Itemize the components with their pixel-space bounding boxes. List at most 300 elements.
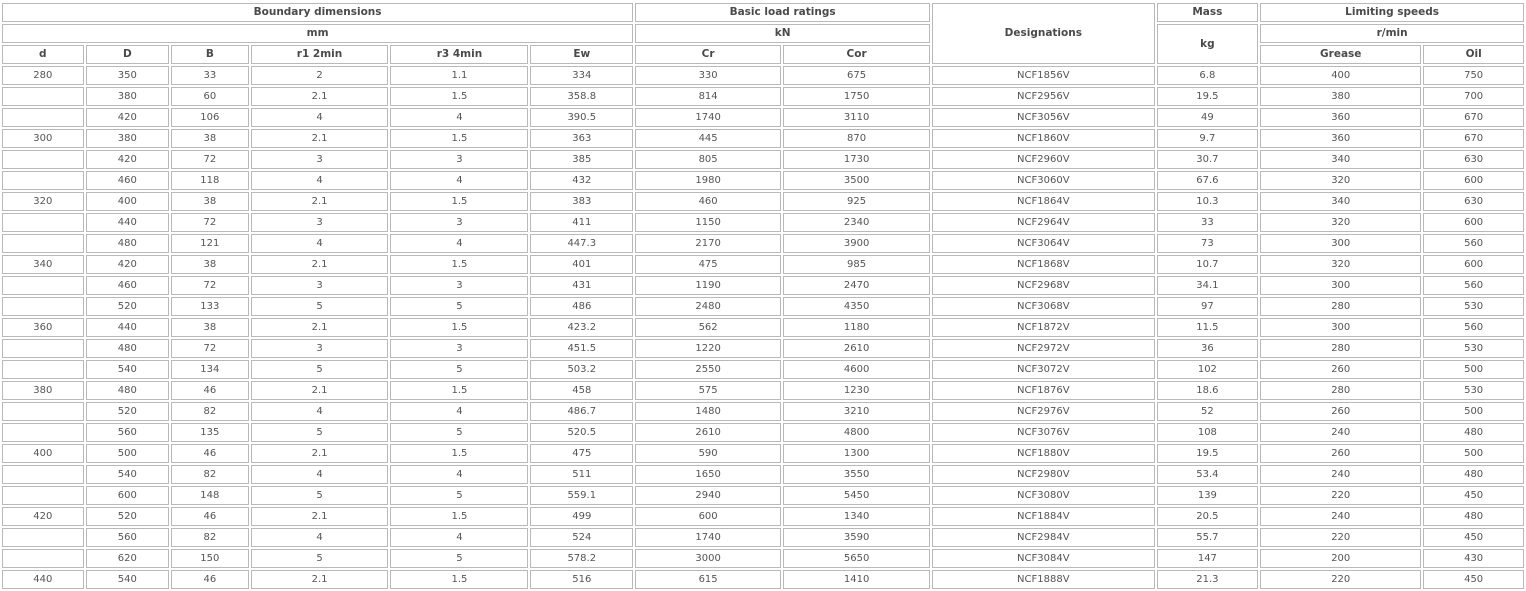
cell-d: 380 — [2, 381, 84, 400]
table-row — [2, 150, 1524, 169]
cell-Cor: 5450 — [783, 486, 930, 505]
table-row — [2, 192, 1524, 211]
cell-d — [2, 87, 84, 106]
cell-mass: 55.7 — [1157, 528, 1259, 547]
cell-Ew: 334 — [530, 66, 633, 85]
cell-d — [2, 108, 84, 127]
cell-oil: 500 — [1423, 444, 1524, 463]
cell-designation: NCF2960V — [932, 150, 1154, 169]
cell-Cr: 2550 — [635, 360, 781, 379]
col-Cr: Cr — [635, 45, 781, 64]
header-boundary-dimensions: Boundary dimensions — [2, 3, 633, 22]
cell-grease: 360 — [1260, 108, 1421, 127]
cell-mass: 30.7 — [1157, 150, 1259, 169]
cell-r1-2min: 3 — [251, 213, 389, 232]
cell-Cor: 1180 — [783, 318, 930, 337]
cell-Cr: 1980 — [635, 171, 781, 190]
cell-D: 400 — [86, 192, 170, 211]
cell-B: 60 — [171, 87, 249, 106]
cell-Ew: 503.2 — [530, 360, 633, 379]
cell-Ew: 451.5 — [530, 339, 633, 358]
cell-Cr: 2940 — [635, 486, 781, 505]
cell-Cr: 460 — [635, 192, 781, 211]
cell-Ew: 385 — [530, 150, 633, 169]
cell-r1-2min: 2.1 — [251, 570, 389, 589]
cell-grease: 280 — [1260, 381, 1421, 400]
table-row — [2, 465, 1524, 484]
cell-oil: 530 — [1423, 297, 1524, 316]
table-row — [2, 381, 1524, 400]
cell-B: 135 — [171, 423, 249, 442]
cell-r3-4min: 1.5 — [390, 255, 528, 274]
cell-d — [2, 171, 84, 190]
cell-Cor: 3550 — [783, 465, 930, 484]
cell-D: 350 — [86, 66, 170, 85]
cell-B: 148 — [171, 486, 249, 505]
cell-r3-4min: 4 — [390, 465, 528, 484]
cell-D: 420 — [86, 255, 170, 274]
table-header — [2, 3, 1524, 64]
cell-oil: 480 — [1423, 465, 1524, 484]
table-row — [2, 402, 1524, 421]
cell-designation: NCF2984V — [932, 528, 1154, 547]
header-limiting-speeds: Limiting speeds — [1260, 3, 1524, 22]
cell-r1-2min: 2.1 — [251, 381, 389, 400]
cell-mass: 139 — [1157, 486, 1259, 505]
cell-mass: 52 — [1157, 402, 1259, 421]
cell-B: 106 — [171, 108, 249, 127]
cell-Cr: 2170 — [635, 234, 781, 253]
cell-mass: 34.1 — [1157, 276, 1259, 295]
cell-Cr: 562 — [635, 318, 781, 337]
cell-Cr: 330 — [635, 66, 781, 85]
cell-r3-4min: 1.5 — [390, 570, 528, 589]
cell-oil: 750 — [1423, 66, 1524, 85]
cell-Cor: 5650 — [783, 549, 930, 568]
col-grease: Grease — [1260, 45, 1421, 64]
cell-Cor: 4350 — [783, 297, 930, 316]
cell-designation: NCF2964V — [932, 213, 1154, 232]
cell-Cr: 2610 — [635, 423, 781, 442]
cell-B: 121 — [171, 234, 249, 253]
cell-D: 620 — [86, 549, 170, 568]
cell-d — [2, 213, 84, 232]
cell-grease: 240 — [1260, 423, 1421, 442]
cell-r3-4min: 1.5 — [390, 87, 528, 106]
header-column-row — [2, 45, 1524, 64]
cell-D: 440 — [86, 213, 170, 232]
col-Ew: Ew — [530, 45, 633, 64]
cell-mass: 11.5 — [1157, 318, 1259, 337]
cell-Ew: 486.7 — [530, 402, 633, 421]
cell-r3-4min: 1.1 — [390, 66, 528, 85]
cell-designation: NCF2976V — [932, 402, 1154, 421]
cell-r3-4min: 4 — [390, 402, 528, 421]
cell-designation: NCF1888V — [932, 570, 1154, 589]
cell-Cor: 2340 — [783, 213, 930, 232]
cell-Ew: 520.5 — [530, 423, 633, 442]
cell-grease: 280 — [1260, 297, 1421, 316]
cell-grease: 360 — [1260, 129, 1421, 148]
table-row — [2, 339, 1524, 358]
cell-Cr: 814 — [635, 87, 781, 106]
cell-r3-4min: 5 — [390, 297, 528, 316]
cell-Ew: 559.1 — [530, 486, 633, 505]
cell-Ew: 383 — [530, 192, 633, 211]
cell-Ew: 486 — [530, 297, 633, 316]
cell-mass: 49 — [1157, 108, 1259, 127]
cell-B: 150 — [171, 549, 249, 568]
unit-kn: kN — [635, 24, 930, 43]
cell-D: 520 — [86, 297, 170, 316]
cell-mass: 108 — [1157, 423, 1259, 442]
cell-oil: 600 — [1423, 255, 1524, 274]
cell-grease: 300 — [1260, 318, 1421, 337]
cell-oil: 480 — [1423, 423, 1524, 442]
cell-grease: 320 — [1260, 213, 1421, 232]
table-body — [2, 66, 1524, 589]
cell-Cr: 615 — [635, 570, 781, 589]
cell-oil: 630 — [1423, 192, 1524, 211]
cell-Cor: 870 — [783, 129, 930, 148]
cell-oil: 530 — [1423, 381, 1524, 400]
col-D: D — [86, 45, 170, 64]
cell-grease: 260 — [1260, 360, 1421, 379]
table-row — [2, 360, 1524, 379]
cell-designation: NCF3060V — [932, 171, 1154, 190]
cell-r1-2min: 4 — [251, 108, 389, 127]
cell-oil: 500 — [1423, 360, 1524, 379]
table-row — [2, 570, 1524, 589]
cell-d — [2, 360, 84, 379]
cell-r1-2min: 3 — [251, 150, 389, 169]
cell-Cor: 925 — [783, 192, 930, 211]
cell-oil: 450 — [1423, 528, 1524, 547]
table-row — [2, 87, 1524, 106]
cell-B: 72 — [171, 213, 249, 232]
cell-B: 46 — [171, 381, 249, 400]
cell-D: 540 — [86, 360, 170, 379]
cell-r3-4min: 1.5 — [390, 444, 528, 463]
cell-r3-4min: 4 — [390, 108, 528, 127]
cell-r1-2min: 4 — [251, 528, 389, 547]
cell-mass: 67.6 — [1157, 171, 1259, 190]
cell-d: 340 — [2, 255, 84, 274]
cell-r1-2min: 2.1 — [251, 129, 389, 148]
cell-r3-4min: 3 — [390, 213, 528, 232]
cell-D: 480 — [86, 339, 170, 358]
col-B: B — [171, 45, 249, 64]
cell-Cor: 1340 — [783, 507, 930, 526]
cell-Cr: 805 — [635, 150, 781, 169]
cell-d: 360 — [2, 318, 84, 337]
cell-mass: 10.7 — [1157, 255, 1259, 274]
cell-grease: 300 — [1260, 234, 1421, 253]
table-row — [2, 444, 1524, 463]
cell-designation: NCF1872V — [932, 318, 1154, 337]
cell-designation: NCF3056V — [932, 108, 1154, 127]
cell-D: 440 — [86, 318, 170, 337]
cell-Cr: 1740 — [635, 108, 781, 127]
cell-B: 46 — [171, 444, 249, 463]
cell-d — [2, 423, 84, 442]
cell-grease: 260 — [1260, 402, 1421, 421]
cell-Ew: 411 — [530, 213, 633, 232]
cell-B: 134 — [171, 360, 249, 379]
cell-Cr: 445 — [635, 129, 781, 148]
table-row — [2, 423, 1524, 442]
cell-r3-4min: 1.5 — [390, 381, 528, 400]
cell-oil: 670 — [1423, 129, 1524, 148]
cell-Cor: 675 — [783, 66, 930, 85]
cell-B: 72 — [171, 150, 249, 169]
cell-Ew: 363 — [530, 129, 633, 148]
cell-d — [2, 402, 84, 421]
cell-Cor: 1410 — [783, 570, 930, 589]
cell-r1-2min: 2.1 — [251, 318, 389, 337]
cell-r3-4min: 5 — [390, 360, 528, 379]
cell-Cor: 1230 — [783, 381, 930, 400]
cell-r1-2min: 2.1 — [251, 255, 389, 274]
cell-d — [2, 234, 84, 253]
cell-mass: 73 — [1157, 234, 1259, 253]
cell-D: 500 — [86, 444, 170, 463]
cell-B: 118 — [171, 171, 249, 190]
cell-B: 72 — [171, 276, 249, 295]
cell-B: 38 — [171, 318, 249, 337]
cell-D: 560 — [86, 423, 170, 442]
cell-mass: 20.5 — [1157, 507, 1259, 526]
header-group-row — [2, 3, 1524, 22]
cell-D: 480 — [86, 234, 170, 253]
table-row — [2, 234, 1524, 253]
cell-D: 540 — [86, 465, 170, 484]
cell-d — [2, 339, 84, 358]
cell-Ew: 358.8 — [530, 87, 633, 106]
cell-r1-2min: 5 — [251, 549, 389, 568]
table-row — [2, 255, 1524, 274]
cell-B: 38 — [171, 255, 249, 274]
cell-d: 300 — [2, 129, 84, 148]
col-r1-2min: r1 2min — [251, 45, 389, 64]
cell-r1-2min: 5 — [251, 486, 389, 505]
cell-Cor: 3500 — [783, 171, 930, 190]
cell-B: 133 — [171, 297, 249, 316]
cell-grease: 320 — [1260, 171, 1421, 190]
header-mass: Mass — [1157, 3, 1259, 22]
cell-oil: 560 — [1423, 234, 1524, 253]
cell-Cor: 985 — [783, 255, 930, 274]
cell-designation: NCF3068V — [932, 297, 1154, 316]
cell-r1-2min: 3 — [251, 276, 389, 295]
cell-r3-4min: 5 — [390, 549, 528, 568]
cell-B: 82 — [171, 465, 249, 484]
cell-grease: 260 — [1260, 444, 1421, 463]
cell-Cr: 575 — [635, 381, 781, 400]
cell-r3-4min: 4 — [390, 234, 528, 253]
table-row — [2, 318, 1524, 337]
cell-Ew: 524 — [530, 528, 633, 547]
cell-r1-2min: 4 — [251, 402, 389, 421]
cell-mass: 147 — [1157, 549, 1259, 568]
table-row — [2, 66, 1524, 85]
cell-oil: 430 — [1423, 549, 1524, 568]
cell-grease: 320 — [1260, 255, 1421, 274]
cell-r3-4min: 1.5 — [390, 507, 528, 526]
table-row — [2, 528, 1524, 547]
cell-oil: 560 — [1423, 318, 1524, 337]
cell-oil: 450 — [1423, 570, 1524, 589]
cell-designation: NCF1876V — [932, 381, 1154, 400]
cell-oil: 670 — [1423, 108, 1524, 127]
cell-D: 420 — [86, 108, 170, 127]
cell-Cr: 590 — [635, 444, 781, 463]
cell-mass: 10.3 — [1157, 192, 1259, 211]
cell-Ew: 423.2 — [530, 318, 633, 337]
cell-Cr: 1150 — [635, 213, 781, 232]
cell-d: 400 — [2, 444, 84, 463]
cell-D: 540 — [86, 570, 170, 589]
table-row — [2, 507, 1524, 526]
cell-r3-4min: 1.5 — [390, 192, 528, 211]
cell-grease: 280 — [1260, 339, 1421, 358]
cell-oil: 600 — [1423, 171, 1524, 190]
cell-grease: 400 — [1260, 66, 1421, 85]
cell-r3-4min: 4 — [390, 528, 528, 547]
cell-Ew: 516 — [530, 570, 633, 589]
cell-Cr: 1650 — [635, 465, 781, 484]
table-row — [2, 297, 1524, 316]
cell-oil: 600 — [1423, 213, 1524, 232]
col-oil: Oil — [1423, 45, 1524, 64]
table-row — [2, 129, 1524, 148]
cell-Cr: 1480 — [635, 402, 781, 421]
unit-mm: mm — [2, 24, 633, 43]
table-row — [2, 486, 1524, 505]
cell-D: 380 — [86, 87, 170, 106]
cell-Cr: 3000 — [635, 549, 781, 568]
cell-d: 280 — [2, 66, 84, 85]
cell-r1-2min: 4 — [251, 234, 389, 253]
col-d: d — [2, 45, 84, 64]
cell-designation: NCF1860V — [932, 129, 1154, 148]
header-unit-row — [2, 24, 1524, 43]
cell-mass: 102 — [1157, 360, 1259, 379]
cell-grease: 340 — [1260, 192, 1421, 211]
cell-Cor: 1300 — [783, 444, 930, 463]
cell-d — [2, 150, 84, 169]
cell-D: 380 — [86, 129, 170, 148]
cell-d — [2, 465, 84, 484]
cell-r3-4min: 1.5 — [390, 318, 528, 337]
cell-D: 480 — [86, 381, 170, 400]
cell-B: 38 — [171, 129, 249, 148]
cell-grease: 300 — [1260, 276, 1421, 295]
cell-Cor: 3210 — [783, 402, 930, 421]
cell-designation: NCF3072V — [932, 360, 1154, 379]
cell-Cor: 4800 — [783, 423, 930, 442]
cell-grease: 380 — [1260, 87, 1421, 106]
cell-Cor: 3590 — [783, 528, 930, 547]
cell-Cr: 1740 — [635, 528, 781, 547]
cell-d: 420 — [2, 507, 84, 526]
cell-designation: NCF2956V — [932, 87, 1154, 106]
cell-B: 72 — [171, 339, 249, 358]
cell-grease: 200 — [1260, 549, 1421, 568]
cell-B: 46 — [171, 507, 249, 526]
cell-designation: NCF2968V — [932, 276, 1154, 295]
cell-D: 520 — [86, 507, 170, 526]
cell-r1-2min: 2.1 — [251, 507, 389, 526]
cell-Cr: 1190 — [635, 276, 781, 295]
cell-mass: 9.7 — [1157, 129, 1259, 148]
cell-Ew: 578.2 — [530, 549, 633, 568]
table-row — [2, 549, 1524, 568]
cell-r1-2min: 5 — [251, 360, 389, 379]
table-row — [2, 276, 1524, 295]
cell-r1-2min: 2.1 — [251, 87, 389, 106]
cell-r1-2min: 5 — [251, 297, 389, 316]
cell-Cr: 475 — [635, 255, 781, 274]
cell-mass: 19.5 — [1157, 444, 1259, 463]
cell-Cor: 1730 — [783, 150, 930, 169]
cell-mass: 19.5 — [1157, 87, 1259, 106]
cell-mass: 53.4 — [1157, 465, 1259, 484]
cell-D: 460 — [86, 276, 170, 295]
table-row — [2, 213, 1524, 232]
cell-d — [2, 486, 84, 505]
cell-mass: 21.3 — [1157, 570, 1259, 589]
cell-mass: 97 — [1157, 297, 1259, 316]
cell-Ew: 458 — [530, 381, 633, 400]
cell-r1-2min: 2.1 — [251, 444, 389, 463]
cell-D: 520 — [86, 402, 170, 421]
cell-r1-2min: 2.1 — [251, 192, 389, 211]
table-row — [2, 108, 1524, 127]
unit-rmin: r/min — [1260, 24, 1524, 43]
cell-oil: 480 — [1423, 507, 1524, 526]
cell-oil: 450 — [1423, 486, 1524, 505]
cell-r3-4min: 3 — [390, 339, 528, 358]
cell-grease: 220 — [1260, 528, 1421, 547]
cell-D: 460 — [86, 171, 170, 190]
cell-Cr: 1220 — [635, 339, 781, 358]
cell-Cor: 3900 — [783, 234, 930, 253]
cell-designation: NCF1856V — [932, 66, 1154, 85]
cell-Ew: 431 — [530, 276, 633, 295]
header-basic-load-ratings: Basic load ratings — [635, 3, 930, 22]
cell-r1-2min: 4 — [251, 465, 389, 484]
cell-r3-4min: 3 — [390, 276, 528, 295]
cell-grease: 240 — [1260, 465, 1421, 484]
cell-Cr: 600 — [635, 507, 781, 526]
cell-designation: NCF3080V — [932, 486, 1154, 505]
cell-Cor: 2610 — [783, 339, 930, 358]
cell-Cor: 4600 — [783, 360, 930, 379]
cell-designation: NCF3064V — [932, 234, 1154, 253]
cell-designation: NCF3076V — [932, 423, 1154, 442]
cell-D: 420 — [86, 150, 170, 169]
cell-mass: 6.8 — [1157, 66, 1259, 85]
cell-r3-4min: 5 — [390, 423, 528, 442]
cell-B: 33 — [171, 66, 249, 85]
cell-r1-2min: 3 — [251, 339, 389, 358]
cell-designation: NCF2972V — [932, 339, 1154, 358]
cell-D: 600 — [86, 486, 170, 505]
cell-grease: 340 — [1260, 150, 1421, 169]
cell-d: 320 — [2, 192, 84, 211]
cell-oil: 630 — [1423, 150, 1524, 169]
